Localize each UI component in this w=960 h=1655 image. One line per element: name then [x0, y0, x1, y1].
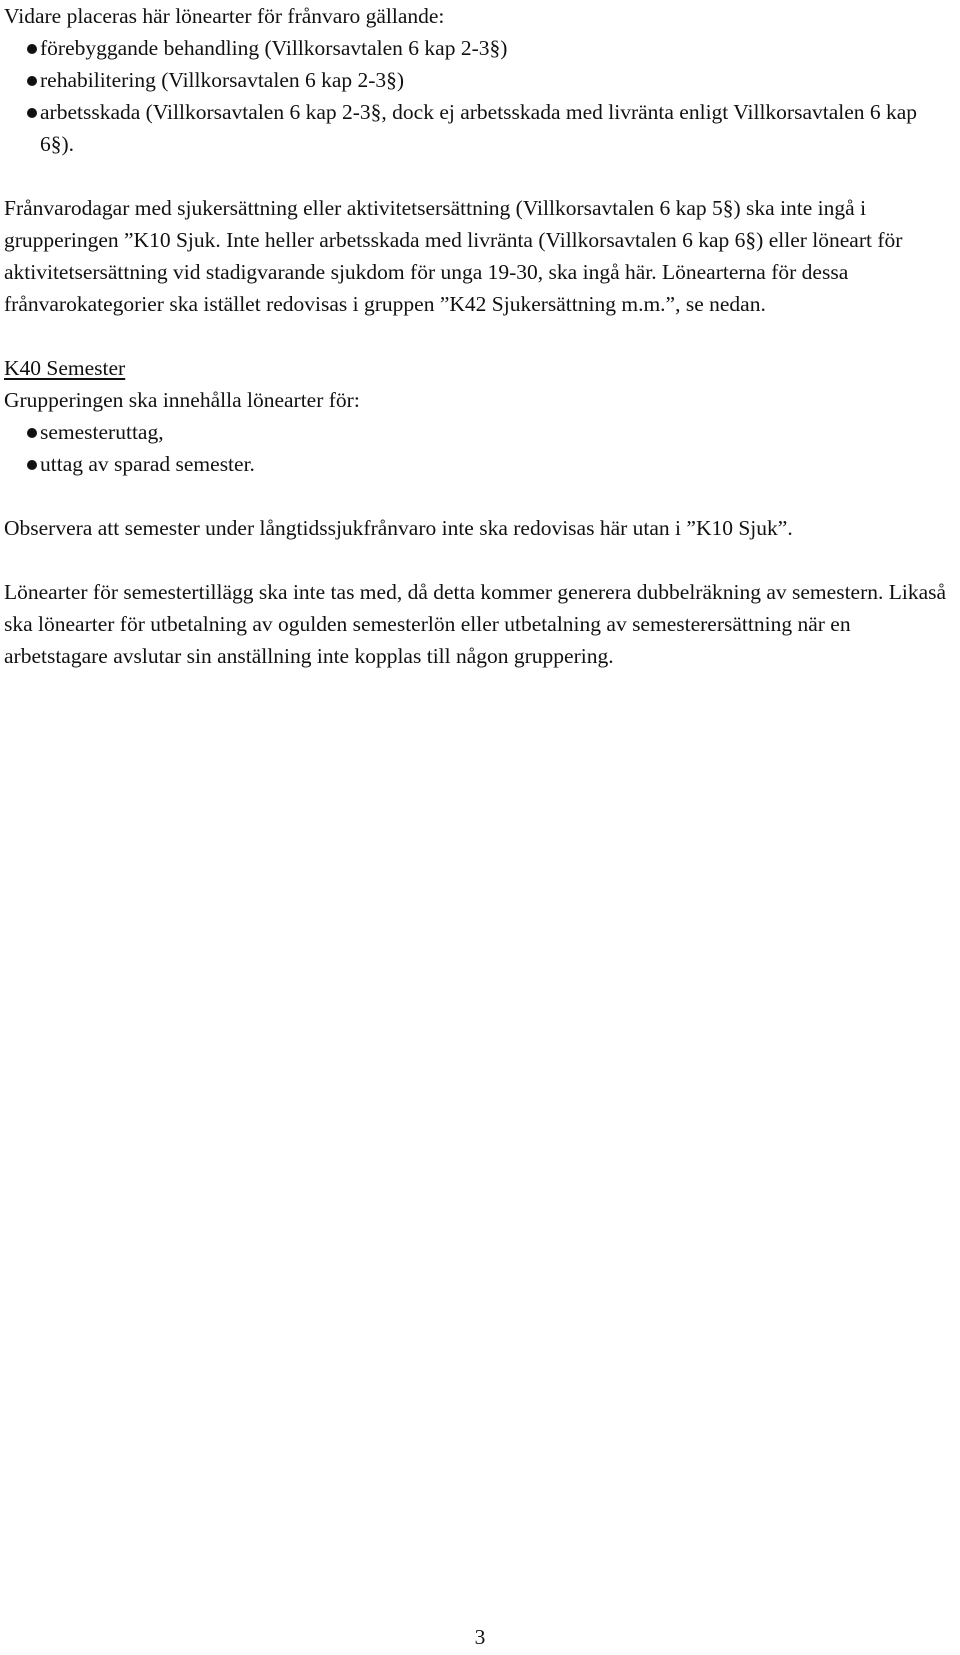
section2-paragraph-observe: Observera att semester under långtidssjukfrånvaro inte ska redovisas här utan i ”K10 Sjuk”.: [4, 516, 793, 540]
list-item-text: arbetsskada (Villkorsavtalen 6 kap 2-3§, dock ej arbetsskada med livränta enligt Villkorsavtalen 6 kap 6§).: [40, 100, 918, 156]
bullet-icon: [27, 76, 37, 86]
list-item: [4, 416, 954, 448]
section1-bullet-list: [4, 32, 954, 160]
section-heading: K40 Semester: [4, 356, 126, 380]
spacer: [4, 544, 954, 576]
section2-intro: Grupperingen ska innehålla lönearter för:: [4, 388, 360, 412]
page-number: 3: [474, 1625, 486, 1649]
document-page: [4, 0, 954, 672]
spacer: [4, 320, 954, 352]
list-item-text: rehabilitering (Villkorsavtalen 6 kap 2-3§): [40, 68, 405, 92]
bullet-icon: [27, 44, 37, 54]
list-item: [4, 448, 954, 480]
spacer: [4, 160, 954, 192]
section1-paragraph: Frånvarodagar med sjukersättning eller aktivitetsersättning (Villkorsavtalen 6 kap 5§) ska inte ingå i grupperingen ”K10 Sjuk. Inte heller arbetsskada med livränta (Villkorsavtalen 6 kap 6§) eller löneart för aktivitetsersättning vid stadigvarande sjukdom för unga 19-30, ska ingå här. Lönearterna för dessa frånvarokategorier ska istället redovisas i gruppen ”K42 Sjukersättning m.m.”, se nedan.: [4, 196, 903, 316]
list-item: [4, 32, 954, 64]
list-item: [4, 96, 954, 160]
list-item-text: uttag av sparad semester.: [40, 452, 255, 476]
bullet-icon: [27, 428, 37, 438]
bullet-icon: [27, 460, 37, 470]
list-item-text: semesteruttag,: [40, 420, 164, 444]
list-item-text: förebyggande behandling (Villkorsavtalen 6 kap 2-3§): [40, 36, 508, 60]
section2-bullet-list: [4, 416, 954, 480]
list-item: [4, 64, 954, 96]
bullet-icon: [27, 108, 37, 118]
spacer: [4, 480, 954, 512]
section2-paragraph-supplement: Lönearter för semestertillägg ska inte tas med, då detta kommer generera dubbelräkning av semestern. Likaså ska lönearter för utbetalning av ogulden semesterlön eller utbetalning av semesterersättning när en arbetstagare avslutar sin anställning inte kopplas till någon gruppering.: [4, 580, 947, 668]
section1-intro: Vidare placeras här lönearter för frånvaro gällande:: [4, 4, 445, 28]
